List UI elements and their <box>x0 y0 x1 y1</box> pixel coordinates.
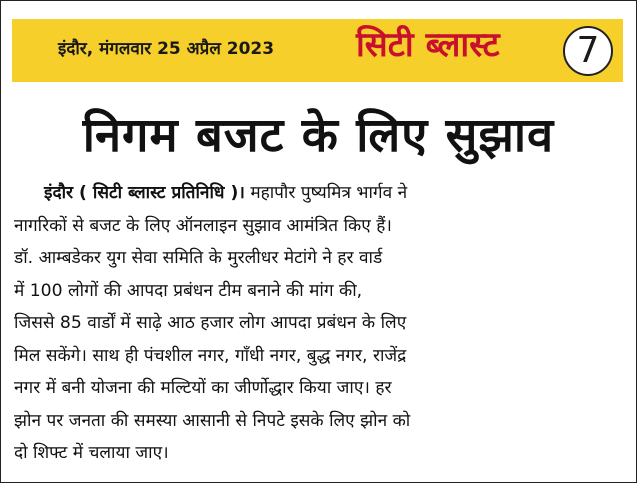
article-headline: निगम बजट के लिए सुझाव <box>82 108 555 163</box>
article-line: डॉ. आम्बडेकर युग सेवा समिति के मुरलीधर मेटांगे ने हर वार्ड <box>14 248 383 268</box>
article-line: जिससे 85 वार्डों में साढ़े आठ हजार लोग आपदा प्रबंधन के लिए <box>14 313 407 333</box>
paper-name-logo: सिटी ब्लास्ट <box>356 25 500 65</box>
article-line: झोन पर जनता की समस्या आसानी से निपटे इसके लिए झोन को <box>14 410 411 431</box>
header-date: इंदौर, मंगलवार 25 अप्रैल 2023 <box>58 39 275 59</box>
article-line: नगर में बनी योजना की मल्टियों का जीर्णोद्धार किया जाए। हर <box>14 378 392 398</box>
article-line: इंदौर ( सिटी ब्लास्ट प्रतिनिधि )। महापौर पुष्यमित्र भार्गव ने <box>44 183 408 203</box>
article-line: नागरिकों से बजट के लिए ऑनलाइन सुझाव आमंत्रित किए हैं। <box>14 215 392 236</box>
article-byline: इंदौर ( सिटी ब्लास्ट प्रतिनिधि )। <box>44 183 245 203</box>
page-number-badge: 7 <box>563 26 613 76</box>
article-line: में 100 लोगों की आपदा प्रबंधन टीम बनाने की मांग की, <box>14 280 363 301</box>
article-body <box>14 177 626 470</box>
article-line: दो शिफ्ट में चलाया जाए। <box>14 443 169 463</box>
article-line: मिल सकेंगे। साथ ही पंचशील नगर, गाँधी नगर, बुद्ध नगर, राजेंद्र <box>14 345 407 366</box>
